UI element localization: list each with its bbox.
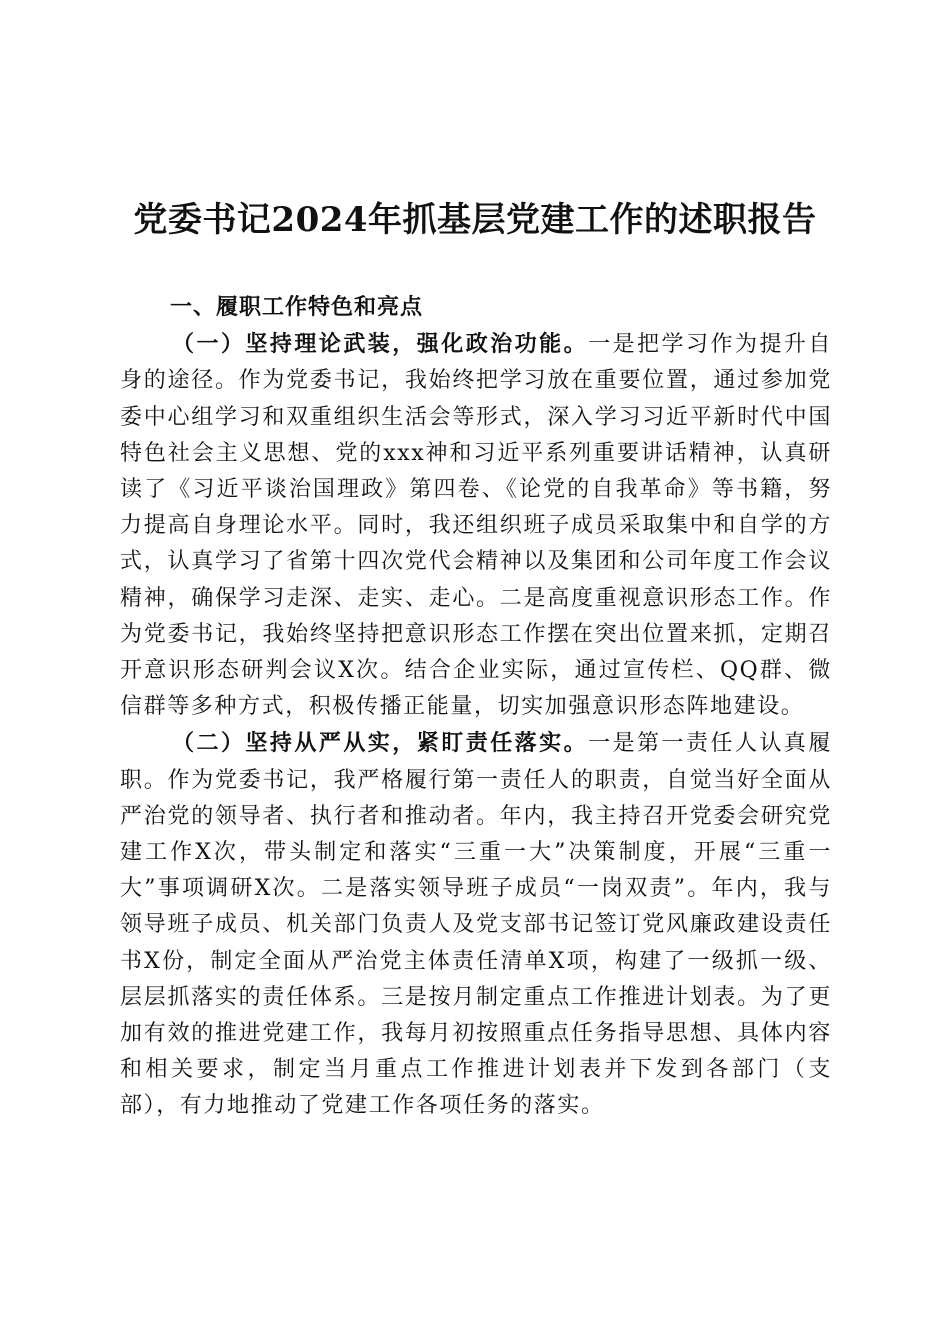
document-title: 党委书记2024年抓基层党建工作的述职报告: [133, 200, 817, 240]
section-heading: 一、履职工作特色和亮点: [170, 295, 424, 320]
paragraph-1-subtitle: （一）坚持理论武装，强化政治功能。: [172, 331, 589, 358]
document-body: [120, 290, 832, 1125]
paragraph-2-text: 一是第一责任人认真履职。作为党委书记，我严格履行第一责任人的职责，自觉当好全面从严治党的领导者、执行者和推动者。年内，我主持召开党委会研究党建工作X次，带头制定和落实“三重一大”决策制度，开展“三重一大”事项调研X次。二是落实领导班子成员“一岗双责”。年内，我与领导班子成员、机关部门负责人及党支部书记签订党风廉政建设责任书X份，制定全面从严治党主体责任清单X项，构建了一级抓一级、层层抓落实的责任体系。三是按月制定重点工作推进计划表。为了更加有效的推进党建工作，我每月初按照重点任务指导思想、具体内容和相关要求，制定当月重点工作推进计划表并下发到各部门（支部），有力地推动了党建工作各项任务的落实。: [120, 731, 832, 1119]
paragraph-2-subtitle: （二）坚持从严从实，紧盯责任落实。: [172, 730, 589, 757]
paragraph-1: [120, 326, 832, 725]
paragraph-2: [120, 725, 832, 1124]
paragraph-1-text: 一是把学习作为提升自身的途径。作为党委书记，我始终把学习放在重要位置，通过参加党委中心组学习和双重组织生活会等形式，深入学习习近平新时代中国特色社会主义思想、党的xxx神和习近平系列重要讲话精神，认真研读了《习近平谈治国理政》第四卷、《论党的自我革命》等书籍，努力提高自身理论水平。同时，我还组织班子成员采取集中和自学的方式，认真学习了省第十四次党代会精神以及集团和公司年度工作会议精神，确保学习走深、走实、走心。二是高度重视意识形态工作。作为党委书记，我始终坚持把意识形态工作摆在突出位置来抓，定期召开意识形态研判会议X次。结合企业实际，通过宣传栏、QQ群、微信群等多种方式，积极传播正能量，切实加强意识形态阵地建设。: [120, 332, 832, 720]
